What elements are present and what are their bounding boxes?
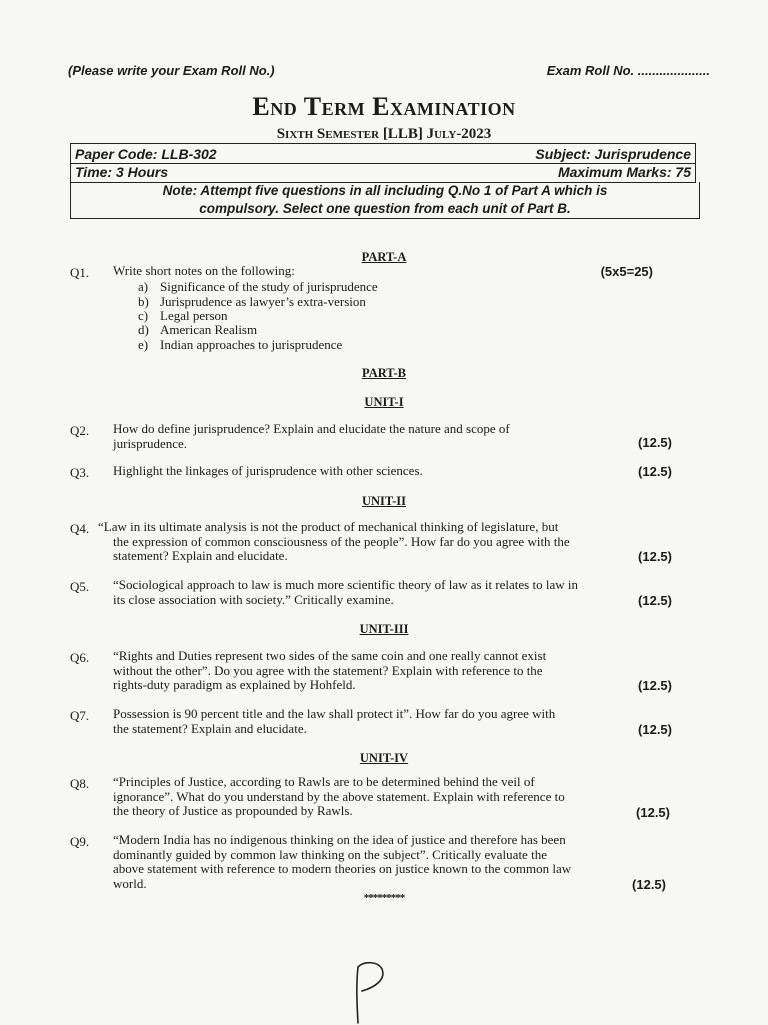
question-text: Write short notes on the following: (113, 263, 295, 278)
part-a-heading: PART-A (361, 250, 407, 264)
sub-question: b) Jurisprudence as lawyer’s extra-version (138, 294, 366, 309)
question-marks: (12.5) (638, 593, 672, 608)
question-text: Highlight the linkages of jurisprudence with other sciences. (113, 463, 423, 478)
note-line-2: compulsory. Select one question from each unit of Part B. (199, 201, 571, 216)
sub-question: a) Significance of the study of jurisprudence (138, 279, 378, 294)
question-text: “Sociological approach to law is much more scientific theory of law as it relates to law in its close association with society.” Critically examine. (113, 577, 578, 607)
instructions-note (70, 182, 700, 219)
question-number: Q6. (70, 650, 90, 665)
question-number: Q5. (70, 579, 90, 594)
question-marks: (12.5) (632, 877, 666, 892)
end-of-paper-stars: ********* (363, 892, 405, 904)
exam-roll-number-field: Exam Roll No. .................... (546, 63, 710, 78)
question-number: Q4. (70, 521, 90, 536)
question-text: “Law in its ultimate analysis is not the product of mechanical thinking of legislature, but the expression of common consciousness of the people”. How far do you agree with the statement? Explain and elucidate. (98, 519, 570, 563)
exam-title: End Term Examination (252, 92, 516, 121)
note-line-1: Note: Attempt five questions in all including Q.No 1 of Part A which is (162, 183, 608, 198)
sub-question: e) Indian approaches to jurisprudence (138, 337, 343, 352)
question-number: Q2. (70, 423, 90, 438)
question-text: “Principles of Justice, according to Rawls are to be determined behind the veil of ignorance”. What do you understand by the above statement. Explain with reference to the theory of Justice as propounded by Rawls. (113, 774, 565, 818)
handwritten-p-mark (340, 955, 400, 1025)
question-number: Q8. (70, 776, 90, 791)
question-marks: (12.5) (638, 435, 672, 450)
unit-heading: UNIT-II (361, 494, 406, 508)
exam-subtitle: Sixth Semester [LLB] July-2023 (276, 126, 492, 142)
maximum-marks: Maximum Marks: 75 (557, 164, 691, 180)
question-number: Q1. (70, 265, 90, 280)
paper-info-box (70, 143, 696, 183)
subject: Subject: Jurisprudence (535, 146, 691, 162)
question-text: Possession is 90 percent title and the law shall protect it”. How far do you agree with the statement? Explain and elucidate. (113, 706, 556, 736)
roll-number-instruction: (Please write your Exam Roll No.) (68, 63, 275, 78)
question-marks: (12.5) (638, 678, 672, 693)
time-allowed: Time: 3 Hours (75, 164, 169, 180)
question-number: Q9. (70, 834, 90, 849)
paper-code: Paper Code: LLB-302 (75, 146, 217, 162)
question-marks: (12.5) (638, 722, 672, 737)
question-text: How do define jurisprudence? Explain and elucidate the nature and scope of jurisprudence. (113, 421, 510, 451)
sub-question: d) American Realism (138, 322, 258, 337)
unit-heading: UNIT-III (359, 622, 409, 636)
unit-heading: UNIT-I (364, 395, 404, 409)
part-b-heading: PART-B (361, 366, 406, 380)
sub-question: c) Legal person (138, 308, 228, 323)
question-text: “Modern India has no indigenous thinking on the idea of justice and therefore has been dominantly guided by common law thinking on the subject”. Critically evaluate the above statement with reference to modern theories on justice known to the common law world. (113, 832, 572, 891)
unit-heading: UNIT-IV (359, 751, 409, 765)
question-marks: (12.5) (638, 549, 672, 564)
question-number: Q7. (70, 708, 90, 723)
question-number: Q3. (70, 465, 90, 480)
question-text: “Rights and Duties represent two sides of the same coin and one really cannot exist without the other”. Do you agree with the statement? Explain with reference to the rights-duty paradigm as explained by Hohfeld. (113, 648, 547, 692)
question-marks: (5x5=25) (600, 264, 653, 279)
question-marks: (12.5) (638, 464, 672, 479)
question-marks: (12.5) (636, 805, 670, 820)
